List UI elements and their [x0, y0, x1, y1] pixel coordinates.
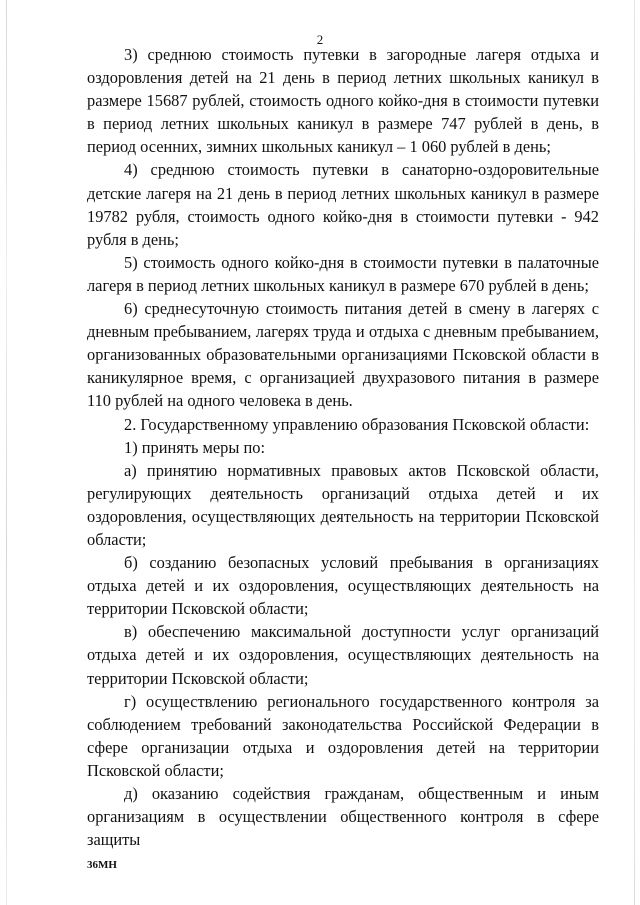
paragraph-subitem-g: г) осуществлению регионального государственного контроля за соблюдением требований законодательства Российской Федерации в сфере организации отдыха и оздоровления детей на территории Псковской области; — [87, 691, 599, 780]
document-footer-code: 36МН — [87, 859, 117, 871]
paragraph-item-4: 4) среднюю стоимость путевки в санаторно-оздоровительные детские лагеря на 21 день в период летних школьных каникул в размере 19782 рубля, стоимость одного койко-дня в стоимости путевки - 942 рубля в день; — [87, 160, 599, 249]
paragraph-subitem-b: б) созданию безопасных условий пребывания в организациях отдыха детей и их оздоровления, осуществляющих деятельность на территории Псковской области; — [87, 553, 599, 619]
paragraph-section-2: 2. Государственному управлению образования Псковской области: — [124, 414, 590, 434]
paragraph-item-6: 6) среднесуточную стоимость питания детей в смену в лагерях с дневным пребыванием, лагерях труда и отдыха с дневным пребыванием, организованных образовательными организациями Псковской области в каникулярное время, с организацией двухразового питания в размере 110 рублей на одного человека в день. — [87, 299, 599, 411]
scan-edge-left — [6, 0, 7, 905]
document-body — [87, 43, 599, 851]
paragraph-subitem-1: 1) принять меры по: — [124, 437, 266, 457]
page-number: 2 — [316, 32, 324, 47]
scan-edge-right — [634, 0, 635, 905]
paragraph-item-3: 3) среднюю стоимость путевки в загородные лагеря отдыха и оздоровления детей на 21 день в период летних школьных каникул в размере 15687 рублей, стоимость одного койко-дня в стоимости путевки в период летних школьных каникул в размере 747 рублей в день, в период осенних, зимних школьных каникул – 1 060 рублей в день; — [87, 45, 599, 157]
paragraph-item-5: 5) стоимость одного койко-дня в стоимости путевки в палаточные лагеря в период летних школьных каникул в размере 670 рублей в день; — [87, 252, 599, 295]
paragraph-subitem-v: в) обеспечению максимальной доступности услуг организаций отдыха детей и их оздоровления, осуществляющих деятельность на территории Псковской области; — [87, 622, 599, 688]
paragraph-subitem-d: д) оказанию содействия гражданам, общественным и иным организациям в осуществлении общественного контроля в сфере защиты — [87, 784, 599, 850]
paragraph-subitem-a: а) принятию нормативных правовых актов Псковской области, регулирующих деятельность организаций отдыха детей и их оздоровления, осуществляющих деятельность на территории Псковской области; — [87, 460, 599, 549]
